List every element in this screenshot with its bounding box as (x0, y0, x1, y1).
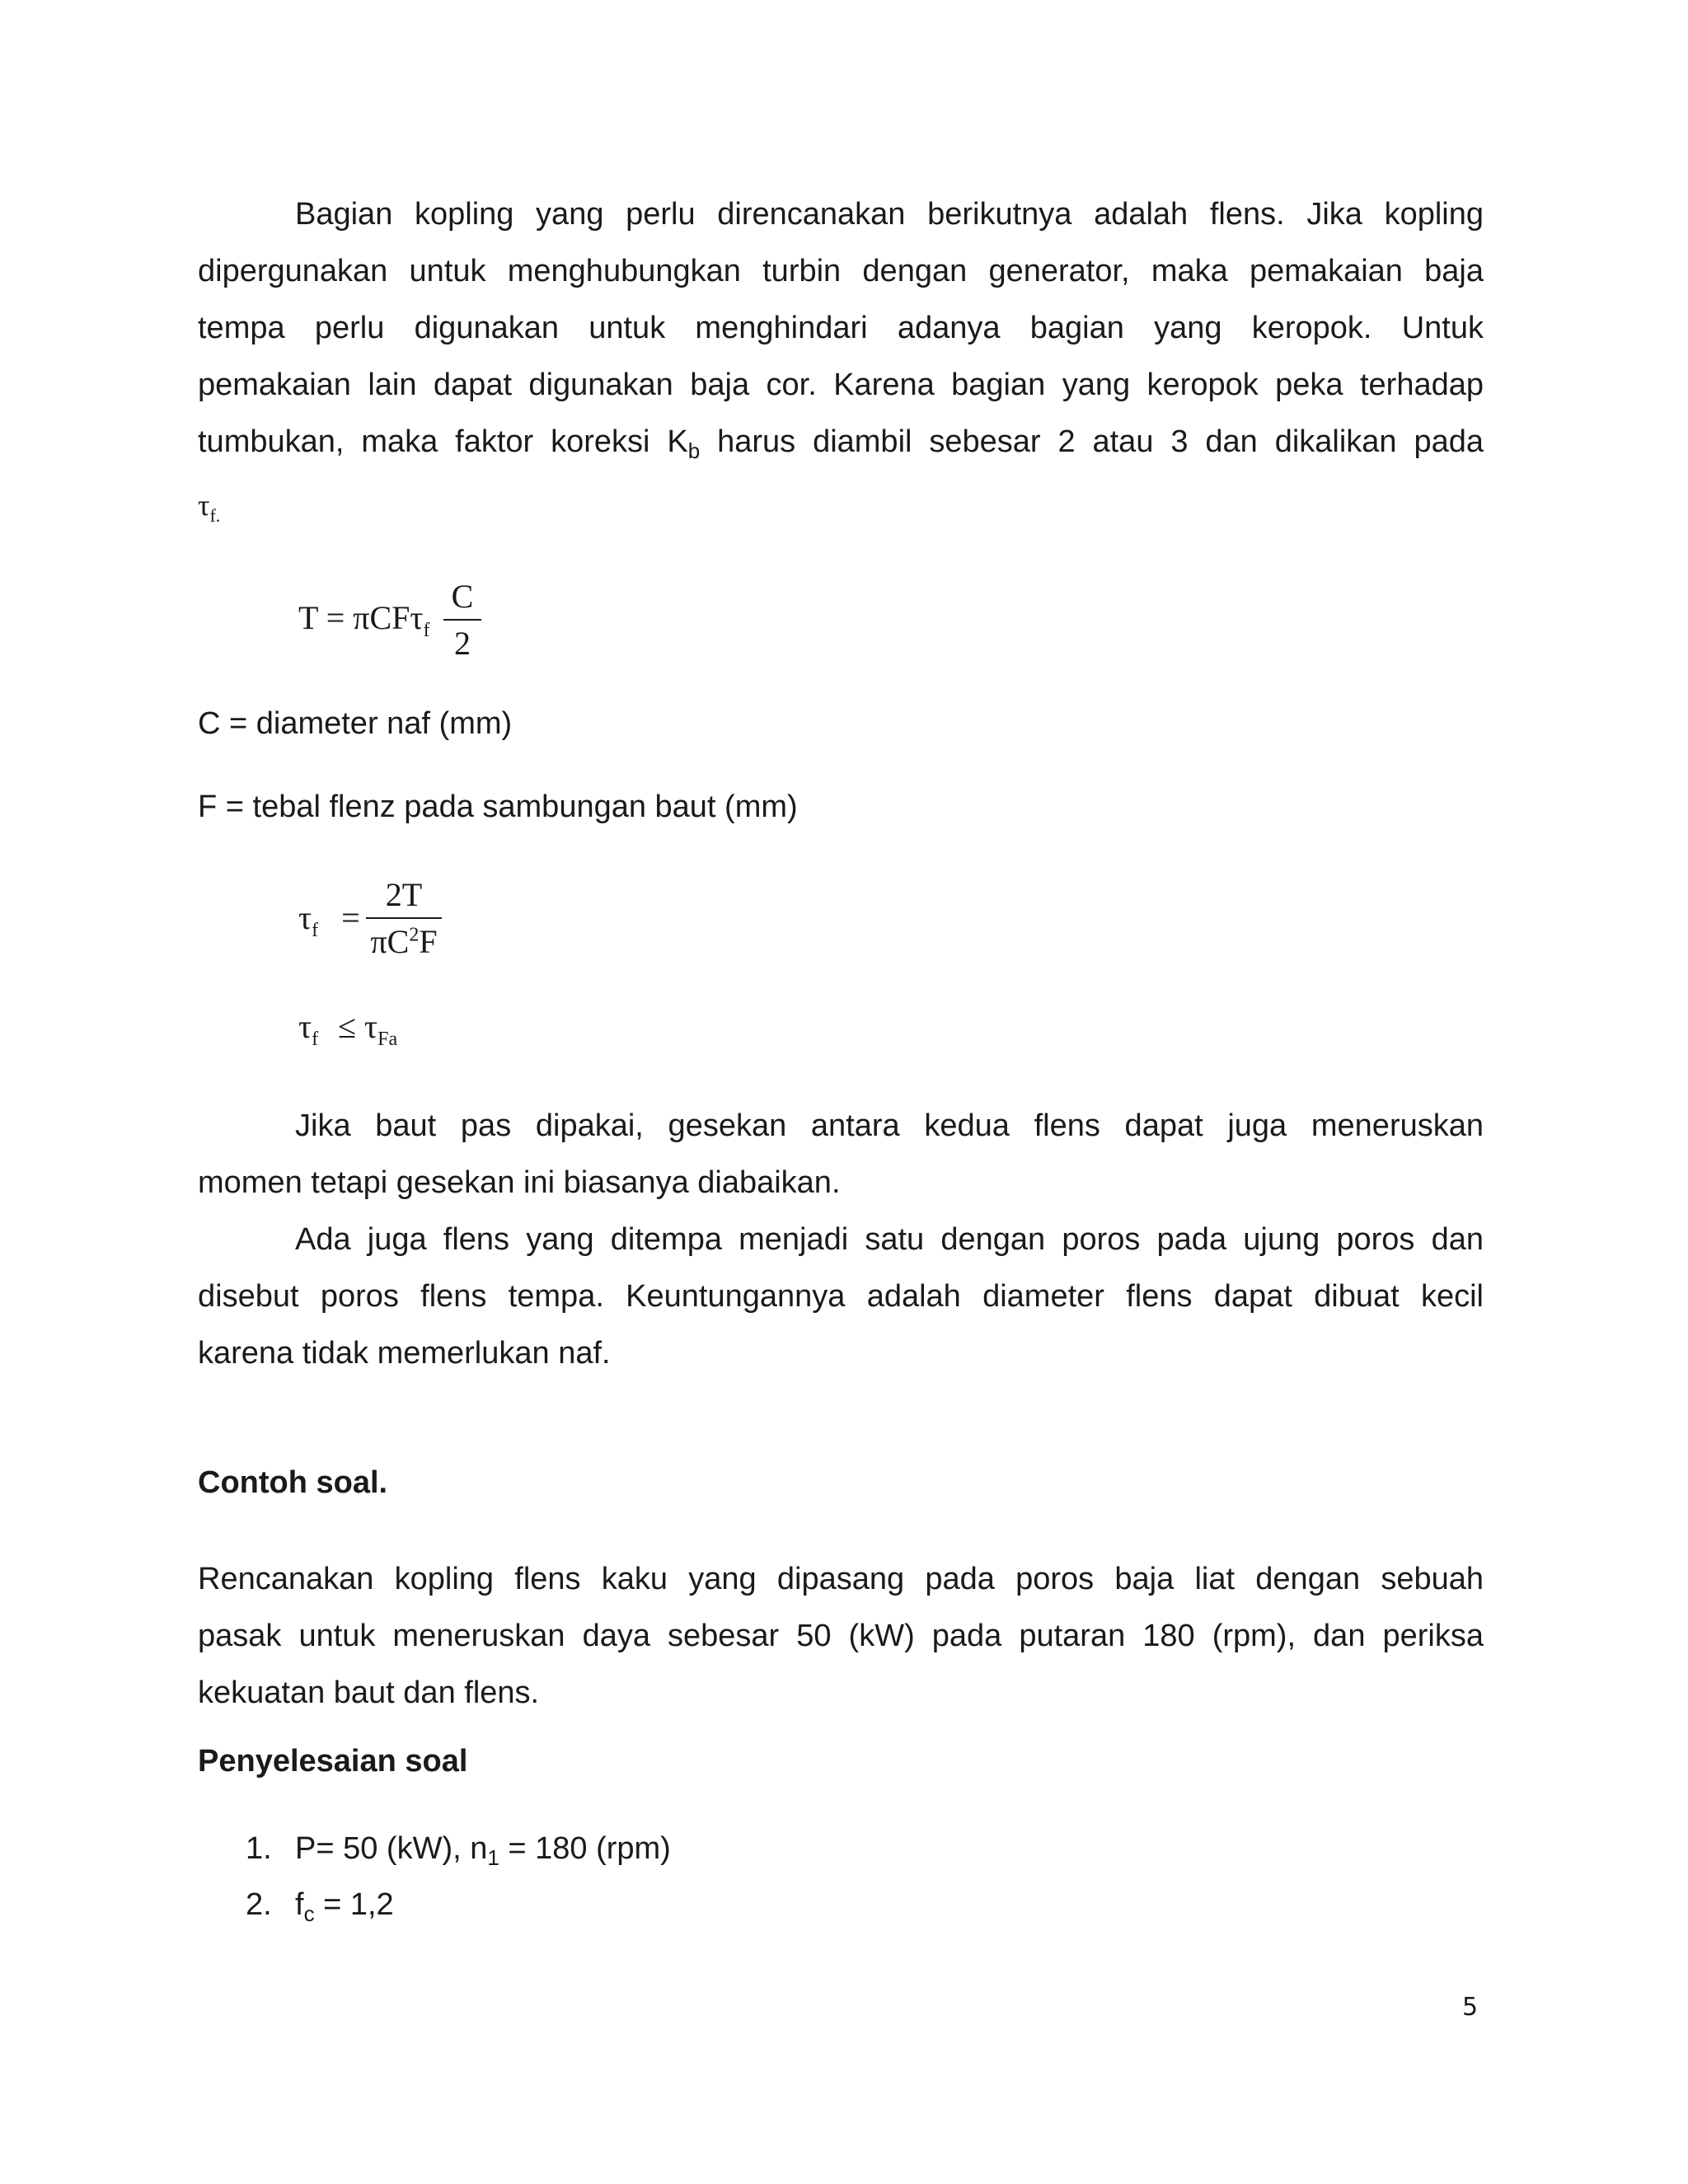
list-item (246, 1887, 394, 1926)
tau-symbol: τ (298, 1008, 312, 1045)
text-line: karena tidak memerlukan naf. (198, 1336, 611, 1371)
definition-c: C = diameter naf (mm) (198, 706, 513, 741)
fraction-2t-over-pic2f (366, 875, 442, 961)
equation-torque (298, 598, 429, 642)
tau-symbol: τ (198, 489, 210, 522)
text-line: dipergunakan untuk menghubungkan turbin dengan generator, maka pemakaian baja (198, 254, 1484, 288)
paragraph-forged-flange (198, 1212, 1484, 1382)
equation-shear-stress (298, 898, 360, 942)
fraction-bar (443, 619, 481, 621)
text-segment: = 1,2 (314, 1887, 394, 1922)
fraction-bar (366, 917, 442, 919)
list-number: 2. (246, 1887, 272, 1922)
subscript: c (303, 1901, 315, 1926)
fraction-c-over-2 (443, 577, 481, 663)
tau-symbol: τ (298, 899, 312, 936)
text-segment: P= 50 (kW), n (295, 1831, 488, 1866)
denominator: 2 (454, 625, 471, 662)
superscript: 2 (409, 924, 420, 946)
subscript: f (423, 620, 430, 641)
text-line: Jika baut pas dipakai, gesekan antara kedua flens dapat juga meneruskan (295, 1108, 1484, 1143)
tau-f-symbol (198, 488, 220, 527)
paragraph-flange-intro (198, 186, 1484, 471)
paragraph-example-problem (198, 1551, 1484, 1722)
subscript: f (312, 920, 319, 941)
subscript: f. (209, 505, 221, 527)
text-line: disebut poros flens tempa. Keuntungannya adalah diameter flens dapat dibuat kecil (198, 1279, 1484, 1314)
subscript: 1 (487, 1845, 499, 1870)
text-line: momen tetapi gesekan ini biasanya diabaikan. (198, 1165, 841, 1200)
text-line: Rencanakan kopling flens kaku yang dipasang pada poros baja liat dengan sebuah (198, 1562, 1484, 1596)
text-segment: tumbukan, maka faktor koreksi K (198, 424, 688, 459)
page-number: 5 (1462, 1993, 1479, 2022)
text-line: pasak untuk meneruskan daya sebesar 50 (kW) pada putaran 180 (rpm), dan periksa (198, 1619, 1484, 1653)
text-line: Ada juga flens yang ditempa menjadi satu dengan poros pada ujung poros dan (295, 1222, 1484, 1257)
numerator: 2T (385, 876, 423, 913)
list-item (246, 1831, 671, 1870)
definition-f: F = tebal flenz pada sambungan baut (mm) (198, 790, 798, 824)
den-part: πC (370, 923, 410, 960)
text-segment: = 180 (rpm) (499, 1831, 671, 1866)
heading-example: Contoh soal. (198, 1465, 388, 1500)
text-line: Bagian kopling yang perlu direncanakan berikutnya adalah flens. Jika kopling (295, 197, 1484, 232)
equation-stress-limit (298, 1007, 397, 1051)
text-segment: f (295, 1887, 304, 1922)
text-segment: harus diambil sebesar 2 atau 3 dan dikalikan pada (700, 424, 1484, 459)
paragraph-bolt-friction (198, 1098, 1484, 1212)
den-part: F (419, 923, 438, 960)
subscript: b (687, 438, 701, 463)
denominator (366, 922, 442, 961)
equals-sign: = (341, 899, 360, 936)
text-line: tempa perlu digunakan untuk menghindari adanya bagian yang keropok. Untuk (198, 311, 1484, 345)
text-line (198, 414, 1484, 471)
subscript: f (312, 1029, 319, 1050)
text-line: pemakaian lain dapat digunakan baja cor. Karena bagian yang keropok peka terhadap (198, 368, 1484, 402)
subscript: Fa (377, 1029, 398, 1050)
operator: ≤ τ (338, 1008, 378, 1045)
heading-solution: Penyelesaian soal (198, 1744, 468, 1779)
list-number: 1. (246, 1831, 272, 1866)
equation-lhs: T = πCFτ (298, 599, 424, 636)
numerator: C (451, 578, 474, 615)
text-line: kekuatan baut dan flens. (198, 1675, 540, 1710)
